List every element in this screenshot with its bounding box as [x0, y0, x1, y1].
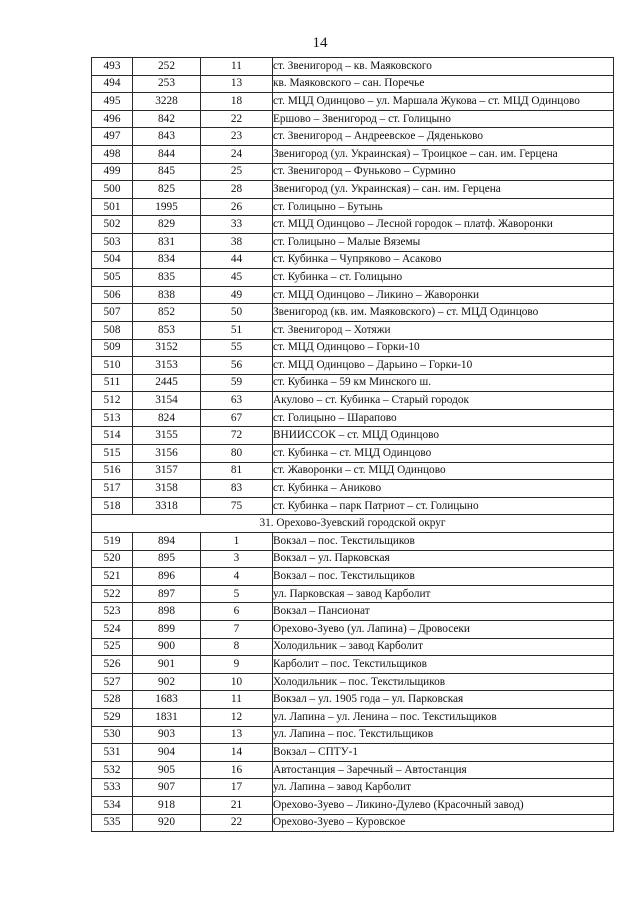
cell-route-name: Орехово-Зуево (ул. Лапина) – Дровосеки	[273, 621, 614, 639]
cell-route-number: 21	[201, 796, 273, 814]
table-row	[92, 673, 614, 691]
cell-register-number: 3156	[133, 445, 201, 463]
cell-register-number: 907	[133, 779, 201, 797]
cell-route-name: ул. Парковская – завод Карболит	[273, 585, 614, 603]
table-row	[92, 286, 614, 304]
cell-route-name: ул. Лапина – завод Карболит	[273, 779, 614, 797]
table-row	[92, 779, 614, 797]
cell-route-name: ул. Лапина – ул. Ленина – пос. Текстильщиков	[273, 708, 614, 726]
cell-index: 526	[92, 656, 133, 674]
cell-route-number: 17	[201, 779, 273, 797]
cell-route-number: 22	[201, 110, 273, 128]
cell-route-number: 59	[201, 374, 273, 392]
cell-index: 529	[92, 708, 133, 726]
cell-route-number: 18	[201, 93, 273, 111]
cell-route-name: Холодильник – завод Карболит	[273, 638, 614, 656]
cell-index: 524	[92, 621, 133, 639]
cell-register-number: 3157	[133, 462, 201, 480]
cell-register-number: 853	[133, 321, 201, 339]
cell-route-name: ст. Звенигород – Хотяжи	[273, 321, 614, 339]
cell-index: 508	[92, 321, 133, 339]
cell-index: 493	[92, 58, 133, 76]
section-title: 31. Орехово-Зуевский городской округ	[92, 515, 614, 533]
cell-route-name: Орехово-Зуево – Ликино-Дулево (Красочный завод)	[273, 796, 614, 814]
table-row	[92, 304, 614, 322]
cell-index: 518	[92, 497, 133, 515]
cell-route-name: ст. Голицыно – Бутынь	[273, 198, 614, 216]
cell-index: 502	[92, 216, 133, 234]
cell-route-name: ст. Кубинка – 59 км Минского ш.	[273, 374, 614, 392]
cell-register-number: 838	[133, 286, 201, 304]
cell-index: 533	[92, 779, 133, 797]
table-row	[92, 198, 614, 216]
cell-register-number: 895	[133, 550, 201, 568]
cell-register-number: 3154	[133, 392, 201, 410]
cell-index: 532	[92, 761, 133, 779]
cell-route-number: 6	[201, 603, 273, 621]
cell-index: 507	[92, 304, 133, 322]
table-row	[92, 814, 614, 832]
cell-route-name: Вокзал – пос. Текстильщиков	[273, 568, 614, 586]
cell-route-name: ст. Голицыно – Малые Вяземы	[273, 233, 614, 251]
cell-route-number: 26	[201, 198, 273, 216]
cell-index: 498	[92, 145, 133, 163]
cell-index: 497	[92, 128, 133, 146]
cell-route-number: 14	[201, 744, 273, 762]
cell-index: 494	[92, 75, 133, 93]
table-row	[92, 216, 614, 234]
table-row	[92, 480, 614, 498]
table-row	[92, 726, 614, 744]
table-row	[92, 145, 614, 163]
cell-index: 510	[92, 357, 133, 375]
cell-route-name: ст. Кубинка – ст. Голицыно	[273, 269, 614, 287]
cell-index: 528	[92, 691, 133, 709]
table-row	[92, 744, 614, 762]
cell-route-number: 24	[201, 145, 273, 163]
cell-index: 504	[92, 251, 133, 269]
cell-register-number: 897	[133, 585, 201, 603]
table-row	[92, 621, 614, 639]
cell-register-number: 824	[133, 409, 201, 427]
cell-index: 512	[92, 392, 133, 410]
table-row	[92, 181, 614, 199]
cell-register-number: 3153	[133, 357, 201, 375]
cell-route-number: 83	[201, 480, 273, 498]
cell-register-number: 834	[133, 251, 201, 269]
table-row	[92, 251, 614, 269]
cell-route-name: Вокзал – ул. 1905 года – ул. Парковская	[273, 691, 614, 709]
cell-route-number: 11	[201, 691, 273, 709]
cell-index: 520	[92, 550, 133, 568]
table-row	[92, 58, 614, 76]
cell-register-number: 3152	[133, 339, 201, 357]
cell-route-name: ст. Голицыно – Шарапово	[273, 409, 614, 427]
cell-route-name: ст. Звенигород – Фуньково – Сурмино	[273, 163, 614, 181]
cell-route-number: 16	[201, 761, 273, 779]
table-row	[92, 796, 614, 814]
cell-register-number: 900	[133, 638, 201, 656]
cell-register-number: 253	[133, 75, 201, 93]
cell-register-number: 3155	[133, 427, 201, 445]
cell-register-number: 899	[133, 621, 201, 639]
cell-index: 517	[92, 480, 133, 498]
table-row	[92, 128, 614, 146]
cell-route-number: 28	[201, 181, 273, 199]
cell-index: 495	[92, 93, 133, 111]
section-row	[92, 515, 614, 533]
cell-register-number: 901	[133, 656, 201, 674]
cell-index: 496	[92, 110, 133, 128]
cell-route-name: Карболит – пос. Текстильщиков	[273, 656, 614, 674]
cell-index: 499	[92, 163, 133, 181]
cell-index: 509	[92, 339, 133, 357]
cell-route-name: ст. Звенигород – кв. Маяковского	[273, 58, 614, 76]
cell-register-number: 852	[133, 304, 201, 322]
cell-index: 501	[92, 198, 133, 216]
table-row	[92, 445, 614, 463]
cell-index: 506	[92, 286, 133, 304]
cell-route-number: 23	[201, 128, 273, 146]
table-row	[92, 462, 614, 480]
cell-route-name: ст. Кубинка – Чупряково – Асаково	[273, 251, 614, 269]
cell-index: 523	[92, 603, 133, 621]
cell-route-number: 44	[201, 251, 273, 269]
cell-route-number: 75	[201, 497, 273, 515]
cell-register-number: 825	[133, 181, 201, 199]
cell-route-name: Акулово – ст. Кубинка – Старый городок	[273, 392, 614, 410]
cell-index: 519	[92, 533, 133, 551]
cell-route-number: 56	[201, 357, 273, 375]
cell-route-name: Вокзал – Пансионат	[273, 603, 614, 621]
cell-register-number: 896	[133, 568, 201, 586]
cell-route-name: Звенигород (ул. Украинская) – Троицкое – сан. им. Герцена	[273, 145, 614, 163]
table-row	[92, 656, 614, 674]
cell-register-number: 829	[133, 216, 201, 234]
cell-register-number: 903	[133, 726, 201, 744]
cell-register-number: 905	[133, 761, 201, 779]
table-row	[92, 427, 614, 445]
cell-register-number: 831	[133, 233, 201, 251]
cell-register-number: 835	[133, 269, 201, 287]
cell-index: 513	[92, 409, 133, 427]
table-row	[92, 110, 614, 128]
table-row	[92, 603, 614, 621]
section-group	[92, 515, 614, 533]
cell-route-name: Орехово-Зуево – Куровское	[273, 814, 614, 832]
cell-route-name: ВНИИССОК – ст. МЦД Одинцово	[273, 427, 614, 445]
cell-register-number: 902	[133, 673, 201, 691]
cell-route-name: ст. МЦД Одинцово – Ликино – Жаворонки	[273, 286, 614, 304]
cell-register-number: 3228	[133, 93, 201, 111]
cell-route-name: ст. Кубинка – Аниково	[273, 480, 614, 498]
cell-register-number: 1683	[133, 691, 201, 709]
cell-route-number: 25	[201, 163, 273, 181]
cell-index: 516	[92, 462, 133, 480]
table-row	[92, 93, 614, 111]
cell-register-number: 3318	[133, 497, 201, 515]
table-row	[92, 550, 614, 568]
cell-route-name: Вокзал – пос. Текстильщиков	[273, 533, 614, 551]
cell-route-name: ст. Жаворонки – ст. МЦД Одинцово	[273, 462, 614, 480]
table-row	[92, 357, 614, 375]
cell-register-number: 844	[133, 145, 201, 163]
cell-index: 525	[92, 638, 133, 656]
cell-register-number: 845	[133, 163, 201, 181]
table-row	[92, 638, 614, 656]
cell-route-number: 55	[201, 339, 273, 357]
cell-index: 500	[92, 181, 133, 199]
cell-route-name: ст. МЦД Одинцово – ул. Маршала Жукова – ст. МЦД Одинцово	[273, 93, 614, 111]
table-row	[92, 392, 614, 410]
cell-register-number: 1831	[133, 708, 201, 726]
cell-register-number: 918	[133, 796, 201, 814]
table-row	[92, 269, 614, 287]
cell-route-name: ст. МЦД Одинцово – Дарьино – Горки-10	[273, 357, 614, 375]
routes-group-a	[92, 58, 614, 515]
cell-route-number: 33	[201, 216, 273, 234]
cell-route-name: ст. МЦД Одинцово – Лесной городок – платф. Жаворонки	[273, 216, 614, 234]
table-row	[92, 691, 614, 709]
cell-index: 522	[92, 585, 133, 603]
cell-index: 535	[92, 814, 133, 832]
cell-route-number: 4	[201, 568, 273, 586]
cell-register-number: 2445	[133, 374, 201, 392]
table-row	[92, 497, 614, 515]
cell-route-number: 72	[201, 427, 273, 445]
routes-group-b	[92, 533, 614, 832]
cell-route-name: кв. Маяковского – сан. Поречье	[273, 75, 614, 93]
cell-route-number: 22	[201, 814, 273, 832]
table-row	[92, 321, 614, 339]
cell-route-name: Звенигород (ул. Украинская) – сан. им. Герцена	[273, 181, 614, 199]
cell-route-number: 12	[201, 708, 273, 726]
cell-register-number: 843	[133, 128, 201, 146]
cell-register-number: 252	[133, 58, 201, 76]
table-row	[92, 761, 614, 779]
cell-route-number: 51	[201, 321, 273, 339]
cell-route-name: ст. Кубинка – парк Патриот – ст. Голицыно	[273, 497, 614, 515]
cell-index: 505	[92, 269, 133, 287]
cell-route-name: Вокзал – СПТУ-1	[273, 744, 614, 762]
cell-register-number: 904	[133, 744, 201, 762]
cell-index: 531	[92, 744, 133, 762]
cell-route-number: 80	[201, 445, 273, 463]
cell-route-number: 49	[201, 286, 273, 304]
cell-index: 503	[92, 233, 133, 251]
cell-route-number: 63	[201, 392, 273, 410]
cell-register-number: 898	[133, 603, 201, 621]
cell-route-number: 38	[201, 233, 273, 251]
cell-route-name: ул. Лапина – пос. Текстильщиков	[273, 726, 614, 744]
table-row	[92, 75, 614, 93]
table-row	[92, 163, 614, 181]
table-row	[92, 339, 614, 357]
cell-route-name: ст. МЦД Одинцово – Горки-10	[273, 339, 614, 357]
cell-register-number: 3158	[133, 480, 201, 498]
cell-route-number: 8	[201, 638, 273, 656]
cell-index: 527	[92, 673, 133, 691]
table-row	[92, 585, 614, 603]
table-row	[92, 708, 614, 726]
cell-route-number: 67	[201, 409, 273, 427]
cell-register-number: 842	[133, 110, 201, 128]
cell-register-number: 894	[133, 533, 201, 551]
cell-index: 521	[92, 568, 133, 586]
cell-route-number: 7	[201, 621, 273, 639]
cell-route-number: 81	[201, 462, 273, 480]
cell-route-number: 50	[201, 304, 273, 322]
table-row	[92, 374, 614, 392]
cell-route-number: 13	[201, 75, 273, 93]
cell-register-number: 920	[133, 814, 201, 832]
routes-table	[91, 57, 614, 832]
cell-index: 511	[92, 374, 133, 392]
cell-route-name: Звенигород (кв. им. Маяковского) – ст. МЦД Одинцово	[273, 304, 614, 322]
cell-route-number: 9	[201, 656, 273, 674]
cell-route-name: ст. Кубинка – ст. МЦД Одинцово	[273, 445, 614, 463]
cell-index: 515	[92, 445, 133, 463]
cell-index: 530	[92, 726, 133, 744]
cell-register-number: 1995	[133, 198, 201, 216]
cell-route-number: 10	[201, 673, 273, 691]
table-row	[92, 533, 614, 551]
cell-route-name: Автостанция – Заречный – Автостанция	[273, 761, 614, 779]
table-row	[92, 233, 614, 251]
cell-route-number: 13	[201, 726, 273, 744]
cell-route-number: 1	[201, 533, 273, 551]
cell-route-name: Холодильник – пос. Текстильщиков	[273, 673, 614, 691]
cell-route-name: ст. Звенигород – Андреевское – Дяденьково	[273, 128, 614, 146]
cell-route-name: Ершово – Звенигород – ст. Голицыно	[273, 110, 614, 128]
cell-index: 514	[92, 427, 133, 445]
table-row	[92, 568, 614, 586]
cell-route-number: 11	[201, 58, 273, 76]
cell-route-number: 5	[201, 585, 273, 603]
table-row	[92, 409, 614, 427]
cell-route-number: 45	[201, 269, 273, 287]
cell-index: 534	[92, 796, 133, 814]
page-number: 14	[312, 35, 328, 51]
cell-route-number: 3	[201, 550, 273, 568]
cell-route-name: Вокзал – ул. Парковская	[273, 550, 614, 568]
